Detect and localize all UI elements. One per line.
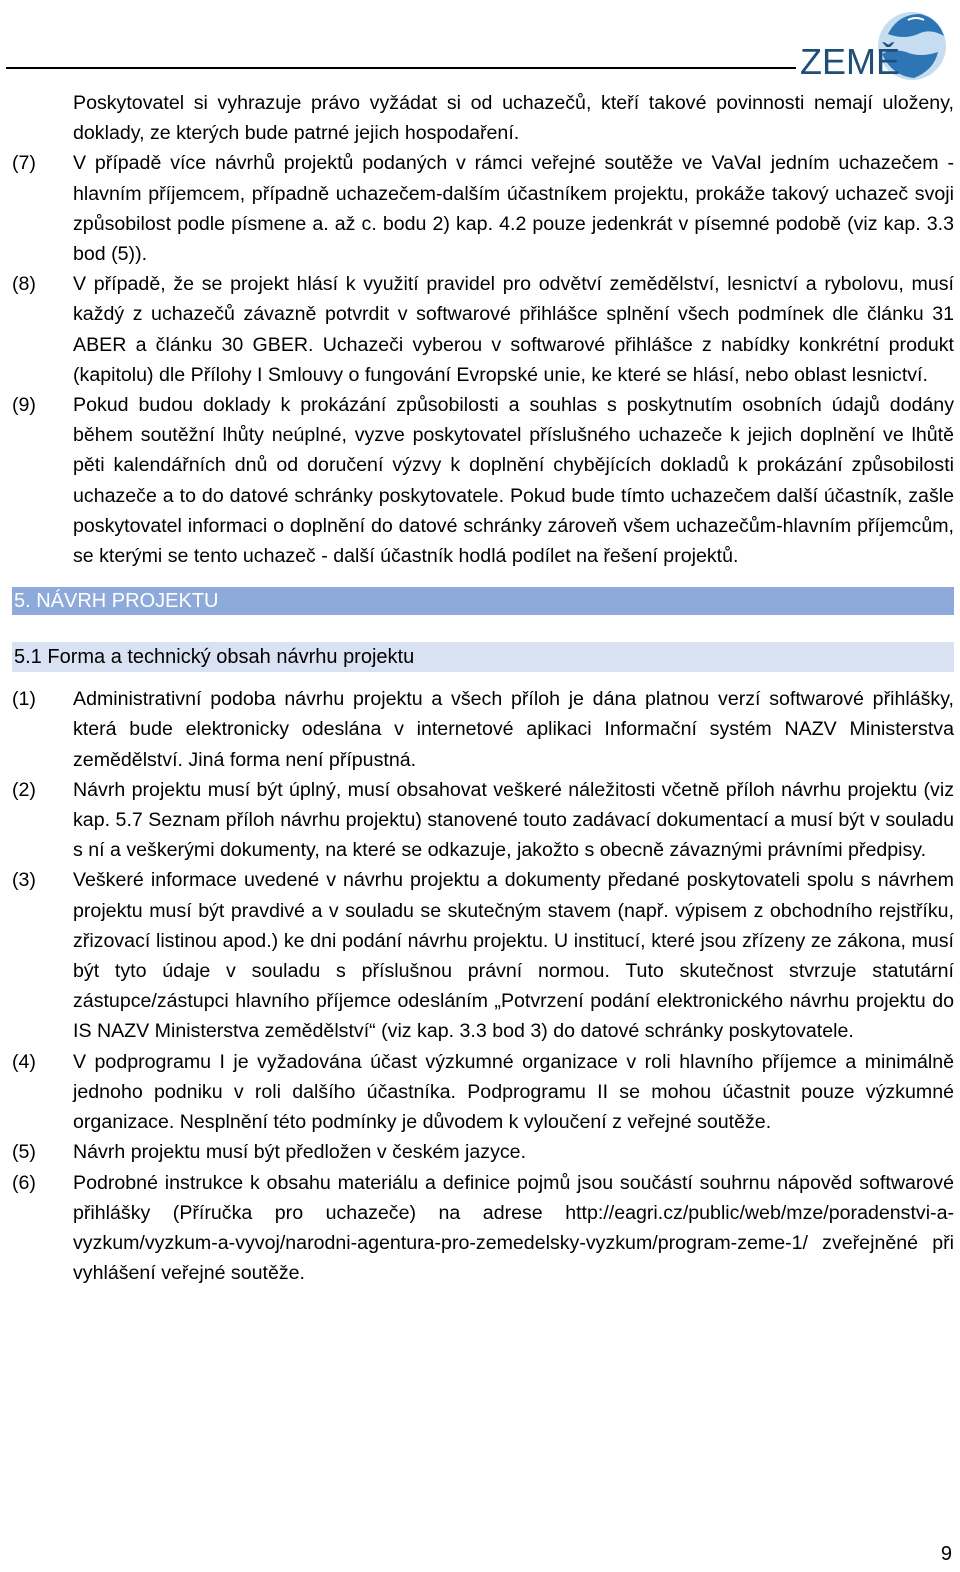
item-number: (3) [12,869,36,892]
logo-text: ZEMĚ [800,41,901,82]
item-number: (2) [12,778,36,801]
list-item [12,1168,954,1289]
item-text: Administrativní podoba návrhu projektu a všech příloh je dána platnou verzí softwarové přihlášky, která bude elektronicky odeslána v internetové aplikaci Informační systém NAZV Ministerstva zemědělství. Jiná forma není přípustná. [73,688,954,771]
list-item [12,775,954,866]
item-text: Veškeré informace uvedené v návrhu projektu a dokumenty předané poskytovateli spolu s návrhem projektu musí být pravdivé a v souladu se skutečným stavem (např. výpisem z obchodního rejstříku, zřizovací listinou apod.) ke dni podání návrhu projektu. U institucí, které jsou zřízeny ze zákona, musí být tyto údaje v souladu s příslušnou právní normou. Tuto skutečnost stvrzuje statutární zástupce/zástupci hlavního příjemce odesláním „Potvrzení podání elektronického návrhu projektu do IS NAZV Ministerstva zemědělství“ (viz kap. 3.3 bod 3) do datové schránky poskytovatele. [73,869,954,1043]
item-number: (4) [12,1050,36,1073]
item-number: (6) [12,1171,36,1194]
item-number: (1) [12,688,36,711]
item-number: (9) [12,394,36,417]
numbered-list-bottom [12,684,954,1288]
list-item [12,1137,954,1167]
list-item [12,684,954,775]
list-item [12,148,954,269]
item-text: Podrobné instrukce k obsahu materiálu a definice pojmů jsou součástí souhrnu nápověd softwarové přihlášky (Příručka pro uchazeče) na adrese http://eagri.cz/public/web/mze/poradenstvi-a-vyzkum/vyzkum-a-vyvoj/narodni-agentura-pro-zemedelsky-vyzkum/program-zeme-1/ zveřejněné při vyhlášení veřejné soutěže. [73,1171,954,1285]
list-item [12,1047,954,1138]
intro-continuation: Poskytovatel si vyhrazuje právo vyžádat si od uchazečů, kteří takové povinnosti nemají uloženy, doklady, ze kterých bude patrné jejich hospodaření. [73,92,954,145]
item-text: V podprogramu I je vyžadována účast výzkumné organizace v roli hlavního příjemce a minimálně jednoho podniku v roli dalšího účastníka. Podprogramu II se mohou účastnit pouze výzkumné organizace. Nesplnění této podmínky je důvodem k vyloučení z veřejné soutěže. [73,1050,954,1134]
item-text: V případě, že se projekt hlásí k využití pravidel pro odvětví zemědělství, lesnictví a rybolovu, musí každý z uchazečů závazně potvrdit v softwarové přihlášce splnění všech podmínek dle článku 31 ABER a článku 30 GBER. Uchazeči vyberou v softwarové přihlášce z nabídky konkrétní produkt (kapitolu) dle Přílohy I Smlouvy o fungování Evropské unie, ke které se hlásí, nebo oblast lesnictví. [73,273,954,386]
page-number: 9 [940,1543,952,1565]
section-heading: 5.1 Forma a technický obsah návrhu projektu [12,642,954,672]
item-text: Návrh projektu musí být předložen v českém jazyce. [73,1141,527,1164]
item-text: V případě více návrhů projektů podaných v rámci veřejné soutěže ve VaVaI jedním uchazečem - hlavním příjemcem, případně uchazečem-dalším účastníkem projektu, prokáže takový uchazeč svoji způsobilost podle písmene a. až c. bodu 2) kap. 4.2 pouze jedenkrát v písemné podobě (viz kap. 3.3 bod (5)). [73,152,954,266]
item-number: (5) [12,1141,36,1164]
list-item [12,390,954,571]
item-number: (8) [12,273,36,296]
list-item [12,269,954,390]
header-rule [6,67,796,69]
list-item [12,865,954,1046]
item-text: Pokud budou doklady k prokázání způsobilosti a souhlas s poskytnutím osobních údajů dodány během soutěžní lhůty neúplné, vyzve poskytovatel příslušného uchazeče k jejich doplnění ve lhůtě pěti kalendářních dnů od doručení výzvy k doplnění chybějících dokladů k prokázání způsobilosti uchazeče a to do datové schránky poskytovatele. Pokud bude tímto uchazečem další účastník, zašle poskytovatel informaci o doplnění do datové schránky zároveň všem uchazečům-hlavním příjemcům, se kterými se tento uchazeč - další účastník hodlá podílet na řešení projektů. [73,394,954,568]
document-body [12,88,954,1288]
numbered-list-top [12,148,954,571]
zeme-logo [800,4,952,84]
item-number: (7) [12,152,36,175]
item-text: Návrh projektu musí být úplný, musí obsahovat veškeré náležitosti včetně příloh návrhu projektu (viz kap. 5.7 Seznam příloh návrhu projektu) stanovené touto zadávací dokumentací a musí být v souladu s ní a veškerými dokumenty, na které se odkazuje, jakožto s obecně závaznými právními předpisy. [73,778,954,862]
chapter-heading: 5. NÁVRH PROJEKTU [12,587,954,615]
